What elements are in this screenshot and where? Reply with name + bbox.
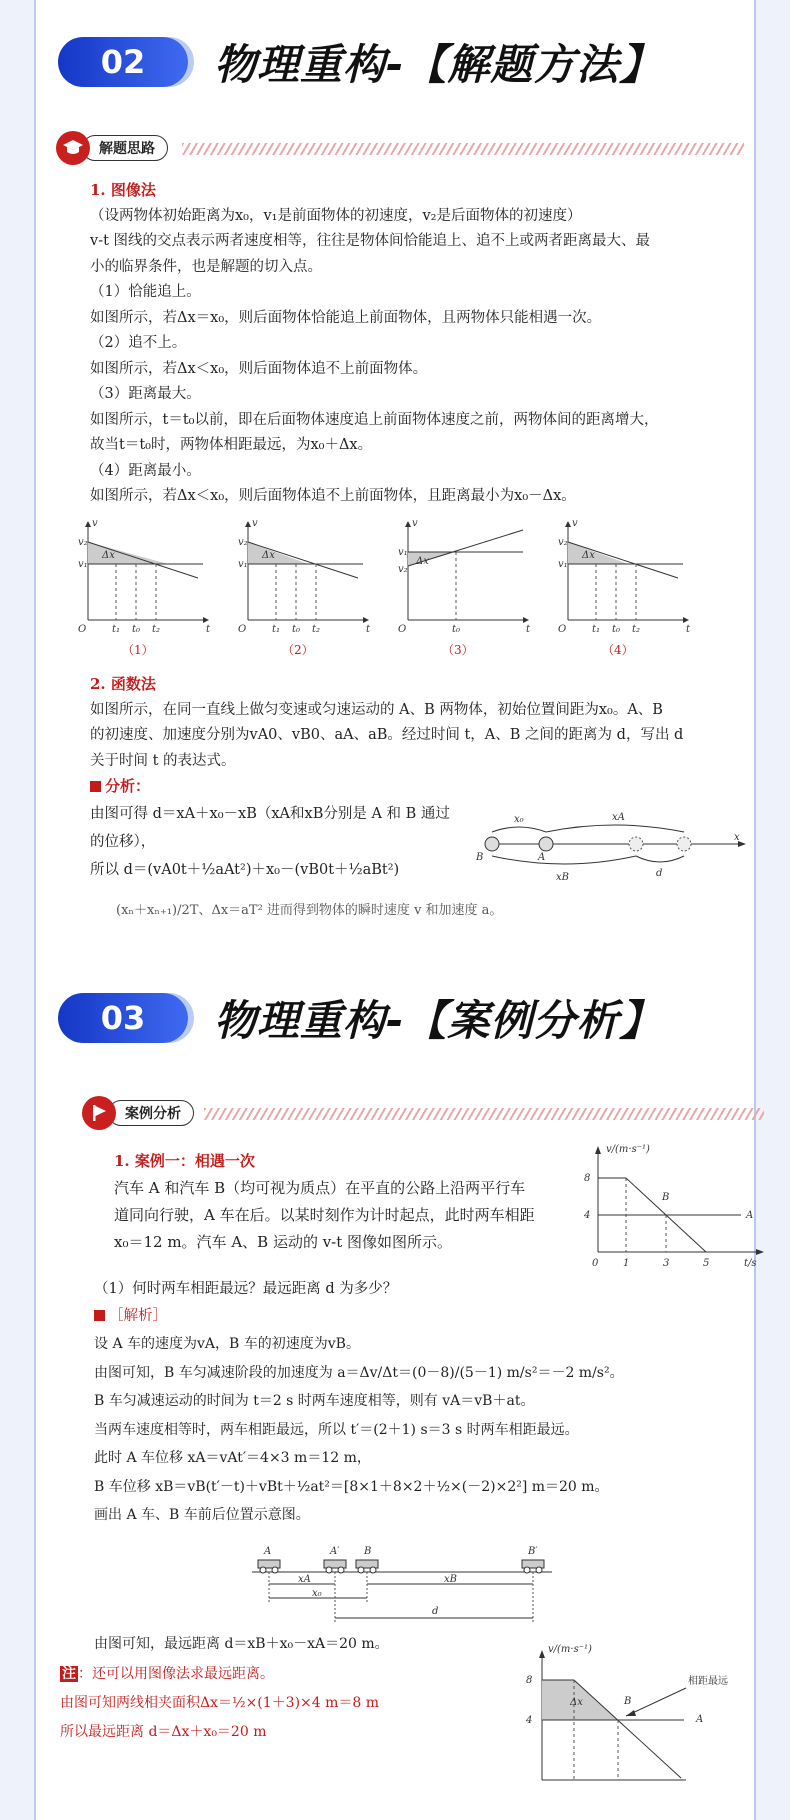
tag-label: 案例分析 bbox=[108, 1100, 194, 1126]
text-line: 画出 A 车、B 车前后位置示意图。 bbox=[94, 1507, 310, 1523]
vt-graph-3 bbox=[398, 518, 531, 657]
x-tick: 1 bbox=[623, 1258, 630, 1269]
svg-text:t₁: t₁ bbox=[112, 624, 121, 635]
svg-text:v₂: v₂ bbox=[238, 537, 248, 548]
svg-text:v₁: v₁ bbox=[558, 559, 568, 570]
svg-text:v: v bbox=[572, 518, 578, 529]
text-line: 如图所示，在同一直线上做匀变速或匀速运动的 A、B 两物体，初始位置间距为x₀。A、B bbox=[90, 701, 663, 718]
svg-text:A: A bbox=[538, 852, 546, 863]
section-title: 物理重构-【案例分析】 bbox=[214, 996, 663, 1045]
svg-text:B: B bbox=[364, 1546, 372, 1557]
svg-text:v: v bbox=[412, 518, 418, 529]
svg-text:v: v bbox=[92, 518, 98, 529]
svg-text:x₀: x₀ bbox=[312, 1588, 322, 1599]
svg-text:v: v bbox=[252, 518, 258, 529]
hatch-divider bbox=[204, 1108, 764, 1120]
analysis-block bbox=[90, 800, 450, 884]
square-bullet-icon bbox=[90, 781, 101, 792]
case1-heading: 1. 案例一：相遇一次 bbox=[114, 1152, 255, 1170]
text-line: 所以 d＝(vA0t＋½aAt²)＋x₀－(vB0t＋½aBt²) bbox=[90, 862, 400, 878]
svg-text:xB: xB bbox=[556, 872, 569, 883]
text-line: 当两车速度相等时，两车相距最远，所以 t′＝(2＋1) s＝3 s 时两车相距最远。 bbox=[94, 1421, 579, 1438]
text-line: 的位移）， bbox=[90, 834, 156, 850]
text-line: B 车匀减速运动的时间为 t＝2 s 时两车速度相等，则有 vA＝vB＋at。 bbox=[94, 1393, 535, 1409]
svg-text:x₀: x₀ bbox=[514, 814, 524, 825]
graph-label-4: （4） bbox=[602, 643, 634, 657]
section-02-header bbox=[58, 34, 662, 90]
text-line: B 车位移 xB＝vB(t′－t)＋vBt＋½at²＝[8×1＋8×2＋½×(－2)×2²] m＝20 m。 bbox=[94, 1478, 609, 1495]
method2-heading: 2. 函数法 bbox=[90, 675, 156, 693]
svg-text:Δx: Δx bbox=[262, 550, 275, 561]
svg-text:t₀: t₀ bbox=[452, 624, 461, 635]
y-tick: 4 bbox=[584, 1210, 591, 1221]
svg-text:t: t bbox=[206, 624, 211, 635]
svg-text:v₁: v₁ bbox=[78, 559, 88, 570]
svg-text:v₂: v₂ bbox=[558, 537, 568, 548]
chart-xlabel: t/s bbox=[744, 1258, 757, 1269]
tag-label: 解题思路 bbox=[82, 135, 168, 161]
svg-text:xA: xA bbox=[298, 1574, 311, 1585]
method1-block bbox=[90, 178, 658, 510]
car-icon bbox=[522, 1560, 544, 1573]
method1-heading: 1. 图像法 bbox=[90, 181, 156, 199]
svg-text:v₁: v₁ bbox=[238, 559, 248, 570]
vt-graphs bbox=[78, 512, 718, 660]
svg-text:O: O bbox=[78, 624, 87, 635]
svg-text:t₂: t₂ bbox=[632, 624, 641, 635]
vt-graph-1 bbox=[78, 518, 211, 657]
text-line: 如图所示，若Δx＜x₀，则后面物体追不上前面物体。 bbox=[90, 360, 428, 377]
area-label: Δx bbox=[570, 1697, 583, 1708]
graph-label-3: （3） bbox=[442, 643, 474, 657]
line-label-b: B bbox=[662, 1192, 670, 1203]
svg-text:v₂: v₂ bbox=[398, 564, 408, 575]
case-vt-chart bbox=[576, 1140, 766, 1270]
svg-text:Δx: Δx bbox=[582, 550, 595, 561]
line-label-a: A bbox=[696, 1714, 704, 1725]
tag-case-analysis bbox=[82, 1098, 194, 1128]
svg-text:t₀: t₀ bbox=[612, 624, 621, 635]
svg-text:t₁: t₁ bbox=[272, 624, 281, 635]
svg-text:xB: xB bbox=[444, 1574, 457, 1585]
case-vt-chart-area bbox=[516, 1640, 756, 1790]
car-icon bbox=[324, 1560, 346, 1573]
svg-text:t₂: t₂ bbox=[312, 624, 321, 635]
text-line: 汽车 A 和汽车 B（均可视为质点）在平直的公路上沿两平行车 bbox=[114, 1179, 526, 1197]
solution-heading: ［解析］ bbox=[109, 1308, 167, 1324]
square-bullet-icon bbox=[94, 1310, 105, 1321]
svg-text:d: d bbox=[656, 868, 663, 879]
text-line: （设两物体初始距离为x₀，v₁是前面物体的初速度，v₂是后面物体的初速度） bbox=[90, 207, 582, 224]
text-line: 由图可知，B 车匀减速阶段的加速度为 a＝Δv/Δt＝(0－8)/(5－1) m/s²＝－2 m/s²。 bbox=[94, 1364, 624, 1381]
graduation-cap-icon bbox=[56, 131, 90, 165]
section-number: 02 bbox=[58, 37, 188, 87]
text-line: x₀＝12 m。汽车 A、B 运动的 v-t 图像如图所示。 bbox=[114, 1233, 453, 1251]
text-line: （3）距离最大。 bbox=[90, 386, 201, 402]
result-line: 由图可知，最远距离 d＝xB＋x₀－xA＝20 m。 bbox=[94, 1636, 389, 1652]
svg-text:t: t bbox=[686, 624, 691, 635]
car-position-diagram bbox=[252, 1540, 562, 1630]
position-diagram bbox=[476, 808, 748, 888]
svg-text:B′: B′ bbox=[528, 1546, 538, 1557]
text-line: 此时 A 车位移 xA＝vAt′＝4×3 m＝12 m， bbox=[94, 1450, 371, 1466]
text-line: 由图可得 d＝xA＋x₀－xB（xA和xB分别是 A 和 B 通过 bbox=[90, 806, 450, 822]
svg-text:O: O bbox=[558, 624, 567, 635]
section-03-header bbox=[58, 990, 662, 1046]
svg-text:Δx: Δx bbox=[102, 550, 115, 561]
y-tick: 8 bbox=[584, 1173, 591, 1184]
page bbox=[34, 0, 756, 1820]
flag-icon bbox=[82, 1096, 116, 1130]
svg-text:t₁: t₁ bbox=[592, 624, 601, 635]
graph-label-2: （2） bbox=[282, 643, 314, 657]
text-line: 如图所示，若Δx＝x₀，则后面物体恰能追上前面物体，且两物体只能相遇一次。 bbox=[90, 309, 602, 326]
x-tick: 0 bbox=[592, 1258, 599, 1269]
text-line: 小的临界条件，也是解题的切入点。 bbox=[90, 258, 322, 275]
chart-ylabel: v/(m·s⁻¹) bbox=[548, 1644, 592, 1655]
svg-text:xA: xA bbox=[612, 812, 625, 823]
svg-text:A′: A′ bbox=[330, 1546, 340, 1557]
svg-text:v₁: v₁ bbox=[398, 547, 408, 558]
vt-graph-2 bbox=[238, 518, 371, 657]
svg-text:O: O bbox=[238, 624, 247, 635]
section-title: 物理重构-【解题方法】 bbox=[214, 40, 663, 89]
svg-text:t: t bbox=[366, 624, 371, 635]
note-block bbox=[60, 1660, 379, 1747]
text-line: 由图可知两线相夹面积Δx＝½×(1＋3)×4 m＝8 m bbox=[60, 1695, 380, 1711]
svg-text:x: x bbox=[734, 832, 740, 843]
case1-block bbox=[114, 1148, 535, 1256]
svg-text:t: t bbox=[526, 624, 531, 635]
text-line: ：还可以用图像法求最远距离。 bbox=[78, 1666, 274, 1682]
line-label-a: A bbox=[746, 1210, 754, 1221]
text-line: 设 A 车的速度为vA，B 车的初速度为vB。 bbox=[94, 1336, 360, 1352]
tag-solution-idea bbox=[56, 133, 168, 163]
car-icon bbox=[356, 1560, 378, 1573]
method2-block bbox=[90, 672, 683, 800]
solution-block bbox=[94, 1330, 624, 1530]
svg-text:d: d bbox=[432, 1606, 439, 1617]
car-icon bbox=[258, 1560, 280, 1573]
text-line: （1）恰能追上。 bbox=[90, 284, 201, 300]
text-line: v-t 图线的交点表示两者速度相等，往往是物体间恰能追上、追不上或两者距离最大、最 bbox=[90, 233, 651, 249]
svg-text:A: A bbox=[264, 1546, 272, 1557]
svg-text:O: O bbox=[398, 624, 407, 635]
hatch-divider bbox=[182, 143, 744, 155]
extra-note: (xₙ＋xₙ₊₁)/2T、Δx＝aT² 进而得到物体的瞬时速度 v 和加速度 a。 bbox=[116, 903, 503, 918]
text-line: （4）距离最小。 bbox=[90, 462, 201, 479]
text-line: 的初速度、加速度分别为vA0、vB0、aA、aB。经过时间 t，A、B 之间的距离为 d，写出 d bbox=[90, 727, 684, 743]
x-tick: 3 bbox=[663, 1258, 670, 1269]
chart-ylabel: v/(m·s⁻¹) bbox=[606, 1144, 650, 1155]
line-label-b: B bbox=[624, 1696, 632, 1707]
vt-graph-4 bbox=[558, 518, 691, 657]
analysis-heading: 分析： bbox=[105, 777, 151, 795]
text-line: 如图所示，若Δx＜x₀，则后面物体追不上前面物体，且距离最小为x₀－Δx。 bbox=[90, 488, 576, 504]
text-line: 关于时间 t 的表达式。 bbox=[90, 752, 236, 769]
text-line: 道同向行驶，A 车在后。以某时刻作为计时起点，此时两车相距 bbox=[114, 1206, 535, 1224]
svg-text:v₂: v₂ bbox=[78, 537, 88, 548]
question-block bbox=[94, 1276, 397, 1330]
section-number: 03 bbox=[58, 993, 188, 1043]
callout-label: 相距最远 bbox=[688, 1676, 728, 1687]
svg-text:Δx: Δx bbox=[416, 556, 429, 567]
svg-text:t₂: t₂ bbox=[152, 624, 161, 635]
text-line: 如图所示，t＝t₀以前，即在后面物体速度追上前面物体速度之前，两物体间的距离增大， bbox=[90, 411, 659, 428]
text-line: 所以最远距离 d＝Δx＋x₀＝20 m bbox=[60, 1724, 267, 1740]
svg-text:t₀: t₀ bbox=[132, 624, 141, 635]
y-tick: 8 bbox=[526, 1675, 533, 1686]
y-tick: 4 bbox=[526, 1715, 533, 1726]
x-tick: 5 bbox=[703, 1258, 710, 1269]
svg-text:B: B bbox=[476, 852, 484, 863]
graph-label-1: （1） bbox=[122, 643, 154, 657]
text-line: （2）追不上。 bbox=[90, 335, 187, 351]
text-line: 故当t＝t₀时，两物体相距最远，为x₀＋Δx。 bbox=[90, 437, 373, 453]
svg-text:t₀: t₀ bbox=[292, 624, 301, 635]
note-badge: 注 bbox=[62, 1666, 76, 1682]
question: （1）何时两车相距最远？最远距离 d 为多少？ bbox=[94, 1281, 398, 1297]
